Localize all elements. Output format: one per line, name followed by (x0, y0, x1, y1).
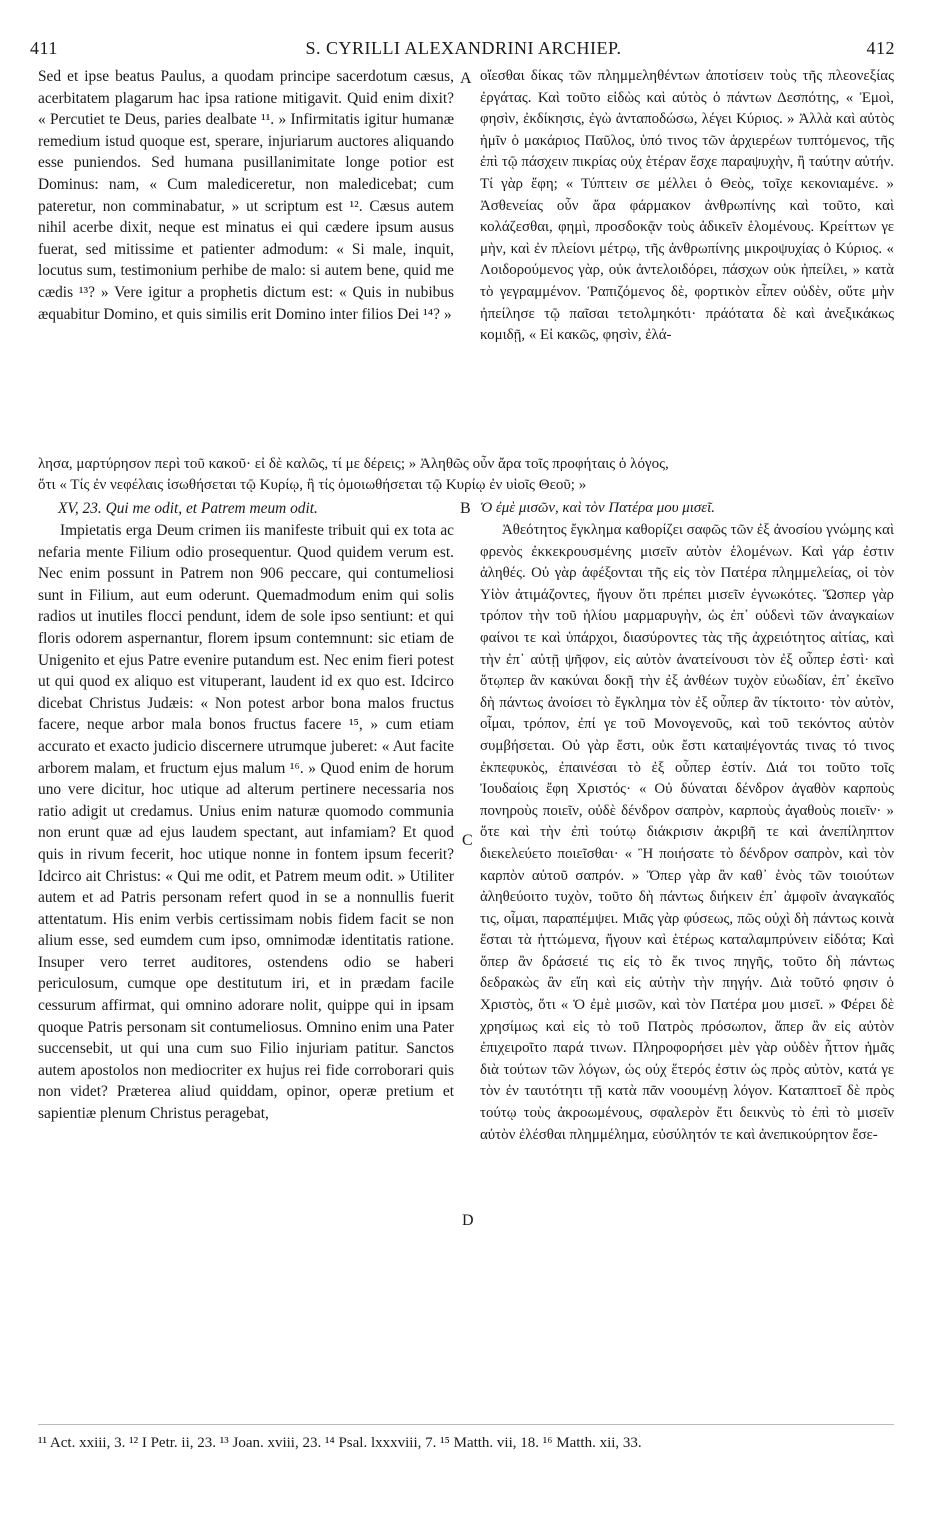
greek-column-top (480, 66, 894, 347)
greek-paragraph-body: Ἀθεότητος ἔγκλημα καθορίζει σαφῶς τῶν ἐξ ἀνοσίου γνώμης καὶ φρενὸς ἐκκεκρουσμένης μισεῖν αὐτὸν ἑλομένων. Καὶ γάρ ἐστιν ἀληθές. Οὐ γὰρ ἀφέξονται τῆς εἰς τὸν Πατέρα πλημμελείας, οἱ τὸν Υἱὸν ἀτιμάζοντες, ἤγουν ὅτι πρέπει μισεῖν ἐγνωκότες. Ὥσπερ γὰρ τρόπον τὴν τοῦ ἡλίου μαρμαρυγὴν, ὡς ἐπ᾽ οὐδενὶ τῶν ἀναγκαίων φαίνοι τε καὶ ὑπάρχοι, διασύροντες τὰς τῆς ἀχρειότητος αἰτίας, καὶ τὴν ἐπ᾽ αὐτῇ ψῆφον, εἰς αὐτὸν ἀνατείνουσι τὸν ἐξ οὗπερ ἐστὶ· καὶ ὅτῳπερ ἂν κακύναι δοκῇ τὴν ἐξ ἀνθέων τυχὸν εὐωδίαν, ἐπ᾽ ἐκεῖνο δὴ πάντως ἀνοίσει τὸ ἔγκλημα τὸν ἐξ οὗπερ ἂν τίκτοιτο· τὸν αὐτὸν, οἶμαι, τρόπον, ἐπί γε τοῦ Μονογενοῦς, καὶ τοῦ τεκόντος αὐτὸν συμβήσεται. Οὐ γὰρ ἔστι, οὐκ ἔστι καταψέγοντάς τινας τό τινος ἐκπεφυκὸς, ἐπαινέσαι τὸ ἐξ οὗπερ ἐστίν. Διά τοι τοῦτο τοῖς Ἰουδαίοις ἔφη Χριστός· « Οὐ δύναται δένδρον ἀγαθὸν καρποὺς πονηροὺς ποιεῖν, οὐδὲ δένδρον σαπρὸν, καρποὺς ἀγαθοὺς ποιεῖν· » ὅτε καὶ τὴν ἐπὶ τούτῳ διάκρισιν ἀκριβῆ τε καὶ ἀνεπίληπτον διεκελεύετο ποιεῖσθαι· « Ἢ ποιήσατε τὸ δένδρον σαπρὸν, καὶ τὸν καρπὸν αὐτοῦ σαπρόν. » Ὅπερ γὰρ ἂν καθ᾽ ἑνὸς τῶν τοιούτων ἀληθεύοιτο τυχὸν, τοῦτο δὴ πάντως διήκειν ἐπ᾽ ἀμφοῖν ἀναγκαῖός τις, οἶμαι, παραπέμψει. Μιᾶς γὰρ φύσεως, πῶς οὐχὶ δὴ πάντως κοινὰ ἔσται τὰ ἡττώμενα, ἤγουν καὶ ἑτέρως καταλαμπρύνειν εἰδότα; Καὶ ὅπερ ἂν δράσειέ τις εἰς τὸ ἔκ τινος πηγῆς, τοῦτο δὴ πάντως δεδρακὼς ἂν εἴη καὶ εἰς αὐτὴν τὴν πηγήν. Διὰ τοῦτό φησιν ὁ Χριστὸς, ὅτι « Ὁ ἐμὲ μισῶν, καὶ τὸν Πατέρα μου μισεῖ. » Φέρει δὲ χρησίμως καὶ εἰς τὸ τοῦ Πατρὸς πρόσωπον, ἅπερ ἂν εἰς αὐτὸν ἐπιχειροῖτο παρά τινων. Πληροφορήσει μὲν γὰρ οὐδὲν ἧττον ἡμᾶς διὰ τούτων τῶν λόγων, ὡς οὐχ ἕτερός ἐστιν ὡς πρὸς αὐτὸν, κατά γε τὸν ἐν ταυτότητι τῇ κατὰ πᾶν νοουμένῃ λόγον. Καταπτοεῖ δὲ πρὸς τούτῳ τοὺς ἀκροωμένους, σφαλερὸν ἔτι δεικνὺς τὸ ἐπὶ τὸ μισεῖν αὐτὸν ἐλέσθαι πλημμέλημα, εὐσύλητόν τε καὶ ἀνεπικούρητον ἔσε- (480, 522, 894, 1143)
marker-c: C (462, 832, 473, 849)
latin-paragraph-body: Impietatis erga Deum crimen iis manifeste tribuit qui ex tota ac nefaria mente Filium odio prosequentur. Quod quidem verum est. Nec enim possunt in Patrem non 906 peccare, qui contumeliosi sunt in Filium, aut eum oderunt. Quemadmodum enim qui solis radios ut inutiles flocci pendunt, idem de sole ipso sentiunt: et qui floris odorem aspernantur, florem ipsum contemnunt: sic etiam de Unigenito et ejus Patre evenire putandum est. Nec enim fieri potest ut qui quod ex aliquo est vituperant, laudent id ex quo est. Idcirco dicebat Christus Judæis: « Non potest arbor bona malos fructus facere, neque arbor mala bonos fructus facere ¹⁵, » cum etiam accurato et exacto judicio discernere utrumque juberet: « Aut facite arborem malam, et fructum ejus malum ¹⁶. » Quod enim de horum uno vere dicitur, hoc utique ad alterum pertinere necessaria nos ratio adigit ut credamus. Unius enim naturæ quomodo communia non erunt quæ ad ejus laudem spectant, aut infamiam? Et quod quis in rivum fecerit, hoc utique nonne in fontem ipsum fecerit? Idcirco ait Christus: « Qui me odit, et Patrem meum odit. » Utiliter autem et ad Patris personam refert quod in se a nonnullis fuerit attentatum. His enim verbis certissimam nobis fidem facit se non alium esse, sed eumdem cum ipso, omnimodæ identitatis ratione. Insuper vero terret auditores, ostendens odio se haberi periculosum, cumque ope destitutum iri, et in prædam facile cessurum affirmat, qui omnino adorare nolit, quippe qui in ipsam quoque Patris personam sit contumeliosus. Omnino enim una Pater succensebit, ut qui una cum suo Filio injuriam patitur. Sanctos autem apostolos non mediocriter ex hujus rei fide corroborari quis non videt? Præterea aliud quiddam, opinor, operæ pretium et sapientiæ plenum Christus peragebat, (38, 522, 454, 1123)
running-title: S. CYRILLI ALEXANDRINI ARCHIEP. (305, 38, 622, 58)
latin-heading-text: XV, 23. Qui me odit, et Patrem meum odit. (58, 500, 318, 517)
marker-b: B (460, 500, 471, 517)
greek-paragraph-top: οἴεσθαι δίκας τῶν πλημμεληθέντων ἀποτίσειν τοὺς τῆς πλεονεξίας ἐργάτας. Καὶ τοῦτο εἰδὼς καὶ αὐτὸς ὁ πάντων Δεσπότης, « Ἐμοὶ, φησὶν, ἐκδίκησις, ἐγὼ ἀνταποδώσω, λέγει Κύριος. » Ἀλλὰ καὶ αὐτὸς ἡμῖν ὁ μακάριος Παῦλος, ὑπό τινος τῶν ἀρχιερέων τυπτόμενος, τῆς ἐπὶ τῷ πάσχειν πικρίας οὐχ ἑτέραν ἔσχε παραψυχὴν, ἢ ταύτην αὐτήν. Τί γὰρ ἔφη; « Τύπτειν σε μέλλει ὁ Θεὸς, τοῖχε κεκονιαμένε. » Ἀσθενείας οὖν ἄρα φάρμακον ἀνθρωπίνης καὶ τοῦτο, καὶ κολάζεσθαι, φημὶ, προσδοκᾷν τοὺς ἀδικεῖν ἑλομένους. Κρείττων γε μὴν, καὶ ἐν πλείονι μέτρῳ, τῆς ἀνθρωπίνης μικροψυχίας ὁ Κύριος. « Λοιδορούμενος γὰρ, οὐκ ἀντελοιδόρει, πάσχων οὐκ ἠπείλει, » κατὰ τὸ γεγραμμένον. Ῥαπιζόμενος δὲ, φορτικὸν εἶπεν οὐδὲν, οὔτε μὴν ἠπείλησε τῷ παῖσαι τετολμηκότι· πράότατα δὲ καὶ ἀνεξικάκως κομιδῇ, « Εἰ κακῶς, φησὶν, ἐλά- (480, 68, 894, 344)
latin-column-body (38, 520, 454, 1125)
greek-column-body (480, 520, 894, 1146)
page-number-right: 412 (866, 38, 895, 58)
marker-a: A (460, 70, 472, 87)
greek-heading-text: Ὁ ἐμὲ μισῶν, καὶ τὸν Πατέρα μου μισεῖ. (480, 500, 715, 516)
latin-paragraph-top: Sed et ipse beatus Paulus, a quodam principe sacerdotum cæsus, acerbitatem plagarum hac ipsa ratione mitigavit. Quid enim dixit? « Percutiet te Deus, paries dealbate ¹¹. » Infirmitatis igitur humanæ remedium istud quoque est, sperare, injuriarum auctores aliquando esse puniendos. Sed humana pusillanimitate longe potior est Dominus: nam, « Cum malediceretur, non maledicebat; cum pateretur, non comminabatur, » ut scriptum est ¹². Cæsus autem nihil acerbe dixit, neque est minatus ei qui cædere ipsum ausus fuerat, sed mitissime et patienter admodum: « Si male, inquit, locutus sum, testimonium perhibe de malo: si autem bene, quid me cædis ¹³? » Vere igitur a prophetis dictum est: « Quis in nubibus æquabitur Domino, et quis similis erit Domino inter filios Dei ¹⁴? » (38, 68, 454, 323)
greek-span-line-2: ὅτι « Τίς ἐν νεφέλαις ἰσωθήσεται τῷ Κυρίῳ, ἢ τίς ὁμοιωθήσεται τῷ Κυρίῳ ἐν υἱοῖς Θεοῦ; » (38, 477, 587, 493)
latin-section-heading (38, 498, 454, 520)
page-number-left: 411 (30, 38, 58, 58)
greek-span-line-1: λησα, μαρτύρησον περὶ τοῦ κακοῦ· εἰ δὲ καλῶς, τί με δέρεις; » Ἀληθῶς οὖν ἄρα τοῖς προφήταις ὁ λόγος, (38, 456, 669, 472)
footnote-rule (38, 1424, 894, 1425)
greek-section-heading (480, 498, 894, 520)
footnotes: ¹¹ Act. xxiii, 3. ¹² I Petr. ii, 23. ¹³ Joan. xviii, 23. ¹⁴ Psal. lxxxviii, 7. ¹⁵ Matth. vii, 18. ¹⁶ Matth. xii, 33. (38, 1435, 642, 1451)
marker-d: D (462, 1212, 474, 1229)
latin-column-top (38, 66, 454, 325)
